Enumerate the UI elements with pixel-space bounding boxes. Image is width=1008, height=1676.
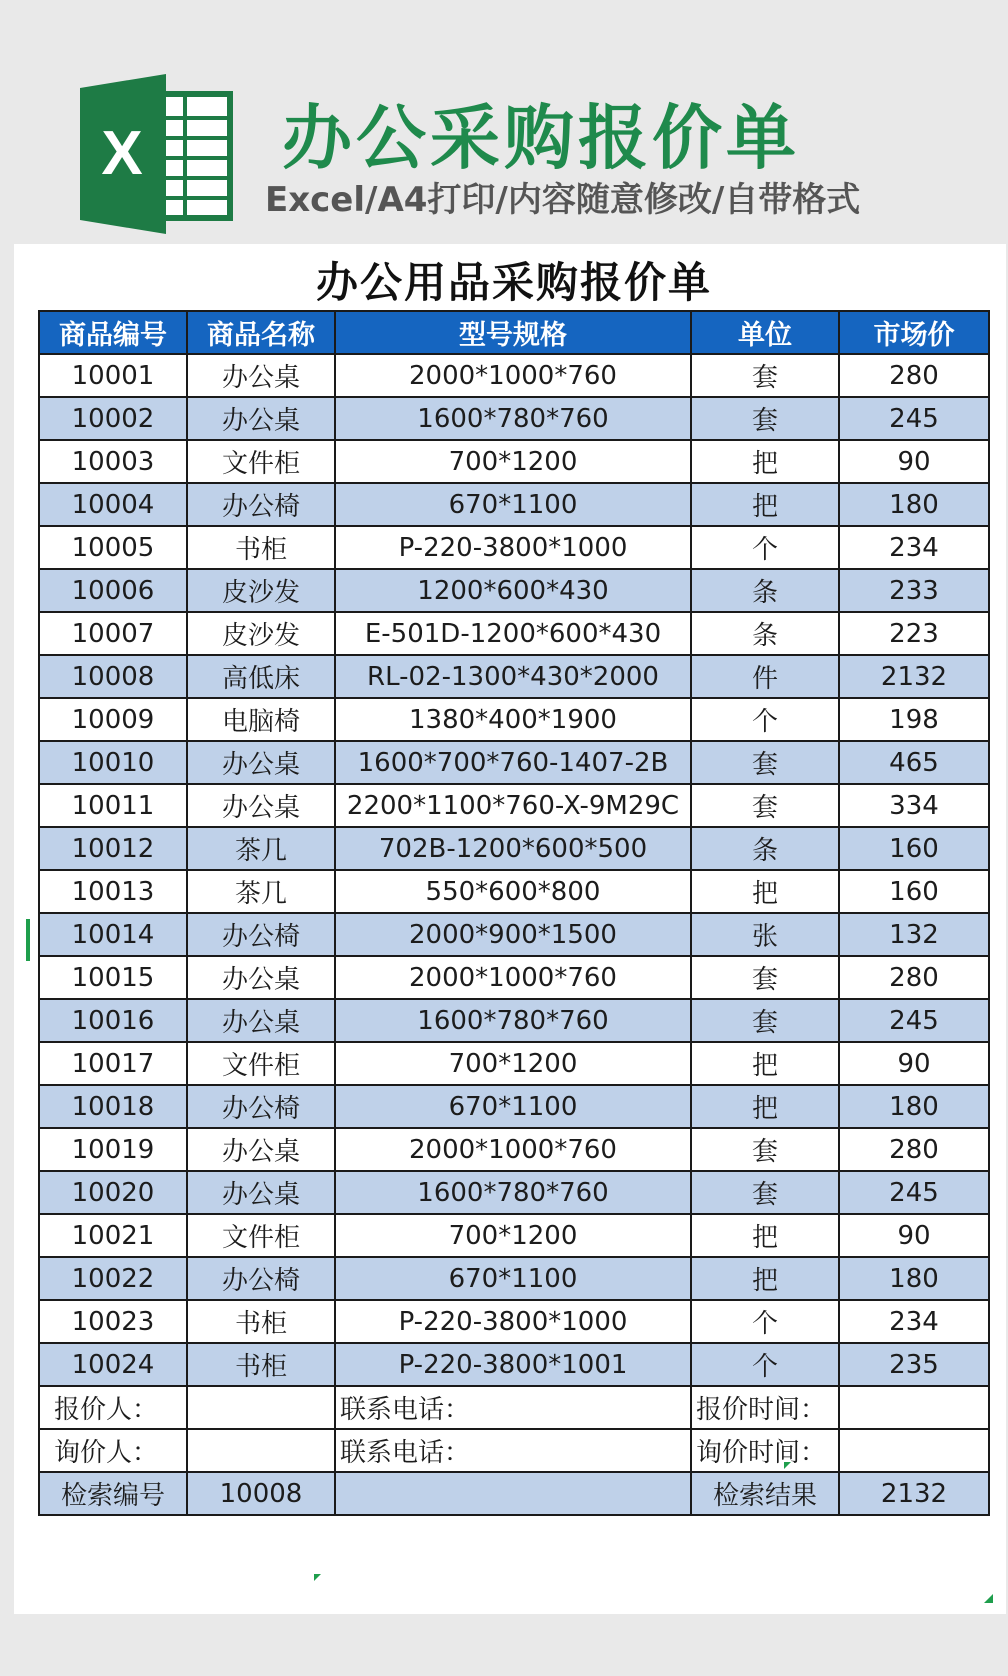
spec-cell[interactable]: RL-02-1300*430*2000 [335, 655, 691, 698]
product-id-cell[interactable]: 10015 [39, 956, 187, 999]
product-name-cell[interactable]: 皮沙发 [187, 569, 335, 612]
product-name-cell[interactable]: 办公桌 [187, 956, 335, 999]
price-cell[interactable]: 180 [839, 1085, 989, 1128]
product-name-cell[interactable]: 书柜 [187, 526, 335, 569]
table-row [39, 999, 989, 1042]
product-id-cell[interactable]: 10012 [39, 827, 187, 870]
product-name-cell[interactable]: 办公桌 [187, 784, 335, 827]
unit-cell[interactable]: 把 [691, 1214, 839, 1257]
price-cell[interactable]: 90 [839, 440, 989, 483]
table-row [39, 1214, 989, 1257]
price-cell[interactable]: 334 [839, 784, 989, 827]
price-cell[interactable]: 90 [839, 1042, 989, 1085]
spec-cell[interactable]: 1600*700*760-1407-2B [335, 741, 691, 784]
spec-cell[interactable]: 2000*1000*760 [335, 1128, 691, 1171]
excel-logo-letter: X [101, 119, 143, 188]
product-id-cell[interactable]: 10010 [39, 741, 187, 784]
price-cell[interactable]: 245 [839, 999, 989, 1042]
table-row [39, 483, 989, 526]
unit-cell[interactable]: 张 [691, 913, 839, 956]
product-name-cell[interactable]: 办公椅 [187, 483, 335, 526]
product-name-cell[interactable]: 办公桌 [187, 999, 335, 1042]
unit-cell[interactable]: 把 [691, 440, 839, 483]
product-id-cell[interactable]: 10004 [39, 483, 187, 526]
table-row [39, 1343, 989, 1386]
row-selection-marker [26, 919, 30, 961]
table-row [39, 827, 989, 870]
product-name-cell[interactable]: 书柜 [187, 1343, 335, 1386]
unit-cell[interactable]: 套 [691, 999, 839, 1042]
price-cell[interactable]: 280 [839, 1128, 989, 1171]
table-row [39, 870, 989, 913]
spec-cell[interactable]: 550*600*800 [335, 870, 691, 913]
spreadsheet-sheet [14, 244, 1006, 1614]
price-cell[interactable]: 245 [839, 1171, 989, 1214]
product-id-cell[interactable]: 10018 [39, 1085, 187, 1128]
table-body [39, 354, 989, 1386]
table-row [39, 1300, 989, 1343]
spec-cell[interactable]: 670*1100 [335, 1085, 691, 1128]
table-row [39, 612, 989, 655]
price-cell[interactable]: 132 [839, 913, 989, 956]
quoter-value-cell[interactable] [187, 1386, 335, 1429]
product-name-cell[interactable]: 电脑椅 [187, 698, 335, 741]
header-cell[interactable]: 型号规格 [335, 311, 691, 354]
unit-cell[interactable]: 个 [691, 1343, 839, 1386]
inquirer-phone-label[interactable]: 联系电话： [335, 1429, 691, 1472]
cell-corner-marker [784, 1462, 791, 1469]
unit-cell[interactable]: 套 [691, 397, 839, 440]
search-result-value[interactable]: 2132 [839, 1472, 989, 1515]
search-result-label[interactable]: 检索结果 [691, 1472, 839, 1515]
product-id-cell[interactable]: 10020 [39, 1171, 187, 1214]
header-cell[interactable]: 商品编号 [39, 311, 187, 354]
table-row [39, 440, 989, 483]
product-name-cell[interactable]: 文件柜 [187, 1042, 335, 1085]
unit-cell[interactable]: 把 [691, 1042, 839, 1085]
unit-cell[interactable]: 套 [691, 741, 839, 784]
search-blank-cell[interactable] [335, 1472, 691, 1515]
product-id-cell[interactable]: 10017 [39, 1042, 187, 1085]
spec-cell[interactable]: E-501D-1200*600*430 [335, 612, 691, 655]
price-cell[interactable]: 198 [839, 698, 989, 741]
sheet-corner-marker [984, 1594, 993, 1603]
price-cell[interactable]: 180 [839, 483, 989, 526]
table-row [39, 397, 989, 440]
spec-cell[interactable]: 1600*780*760 [335, 397, 691, 440]
excel-logo-icon [80, 74, 245, 234]
spec-cell[interactable]: 2200*1100*760-X-9M29C [335, 784, 691, 827]
price-cell[interactable]: 160 [839, 827, 989, 870]
product-id-cell[interactable]: 10005 [39, 526, 187, 569]
product-name-cell[interactable]: 文件柜 [187, 440, 335, 483]
table-row [39, 913, 989, 956]
spec-cell[interactable]: 1600*780*760 [335, 1171, 691, 1214]
unit-cell[interactable]: 条 [691, 569, 839, 612]
quote-time-label[interactable]: 报价时间： [691, 1386, 839, 1429]
product-name-cell[interactable]: 办公桌 [187, 397, 335, 440]
unit-cell[interactable]: 套 [691, 1128, 839, 1171]
product-name-cell[interactable]: 办公桌 [187, 1171, 335, 1214]
table-row [39, 655, 989, 698]
spec-cell[interactable]: P-220-3800*1000 [335, 1300, 691, 1343]
product-name-cell[interactable]: 办公椅 [187, 1257, 335, 1300]
price-cell[interactable]: 90 [839, 1214, 989, 1257]
product-id-cell[interactable]: 10007 [39, 612, 187, 655]
product-id-cell[interactable]: 10021 [39, 1214, 187, 1257]
product-name-cell[interactable]: 高低床 [187, 655, 335, 698]
header-cell[interactable]: 单位 [691, 311, 839, 354]
product-id-cell[interactable]: 10001 [39, 354, 187, 397]
product-name-cell[interactable]: 茶几 [187, 870, 335, 913]
product-id-cell[interactable]: 10019 [39, 1128, 187, 1171]
table-header-row [39, 311, 989, 354]
table-row [39, 698, 989, 741]
product-name-cell[interactable]: 办公椅 [187, 1085, 335, 1128]
quote-time-value-cell[interactable] [839, 1386, 989, 1429]
product-id-cell[interactable]: 10009 [39, 698, 187, 741]
spec-cell[interactable]: P-220-3800*1000 [335, 526, 691, 569]
table-row [39, 784, 989, 827]
unit-cell[interactable]: 把 [691, 1257, 839, 1300]
table-row [39, 1042, 989, 1085]
spec-cell[interactable]: 702B-1200*600*500 [335, 827, 691, 870]
search-row [39, 1472, 989, 1515]
header-cell[interactable]: 商品名称 [187, 311, 335, 354]
product-id-cell[interactable]: 10014 [39, 913, 187, 956]
product-id-cell[interactable]: 10022 [39, 1257, 187, 1300]
price-cell[interactable]: 245 [839, 397, 989, 440]
product-name-cell[interactable]: 办公椅 [187, 913, 335, 956]
inquirer-row [39, 1429, 989, 1472]
banner-title: 办公采购报价单 [282, 97, 800, 179]
product-id-cell[interactable]: 10013 [39, 870, 187, 913]
price-cell[interactable]: 234 [839, 1300, 989, 1343]
price-cell[interactable]: 223 [839, 612, 989, 655]
table-footer [39, 1386, 989, 1515]
quote-table [38, 310, 990, 1516]
unit-cell[interactable]: 把 [691, 870, 839, 913]
table-row [39, 1171, 989, 1214]
spec-cell[interactable]: 1380*400*1900 [335, 698, 691, 741]
table-row [39, 354, 989, 397]
inquirer-value-cell[interactable] [187, 1429, 335, 1472]
spec-cell[interactable]: 700*1200 [335, 1042, 691, 1085]
product-name-cell[interactable]: 文件柜 [187, 1214, 335, 1257]
promo-banner [0, 0, 1008, 240]
product-name-cell[interactable]: 办公桌 [187, 354, 335, 397]
price-cell[interactable]: 465 [839, 741, 989, 784]
spec-cell[interactable]: 1200*600*430 [335, 569, 691, 612]
spec-cell[interactable]: 700*1200 [335, 440, 691, 483]
product-name-cell[interactable]: 茶几 [187, 827, 335, 870]
table-row [39, 1257, 989, 1300]
product-name-cell[interactable]: 办公桌 [187, 1128, 335, 1171]
price-cell[interactable]: 180 [839, 1257, 989, 1300]
unit-cell[interactable]: 套 [691, 784, 839, 827]
unit-cell[interactable]: 套 [691, 354, 839, 397]
table-row [39, 526, 989, 569]
price-cell[interactable]: 234 [839, 526, 989, 569]
product-id-cell[interactable]: 10011 [39, 784, 187, 827]
search-id-input[interactable]: 10008 [187, 1472, 335, 1515]
price-cell[interactable]: 2132 [839, 655, 989, 698]
unit-cell[interactable]: 条 [691, 612, 839, 655]
price-cell[interactable]: 233 [839, 569, 989, 612]
table-row [39, 741, 989, 784]
quoter-row [39, 1386, 989, 1429]
spec-cell[interactable]: 1600*780*760 [335, 999, 691, 1042]
price-cell[interactable]: 280 [839, 956, 989, 999]
price-cell[interactable]: 235 [839, 1343, 989, 1386]
spec-cell[interactable]: P-220-3800*1001 [335, 1343, 691, 1386]
banner-subtitle: Excel/A4打印/内容随意修改/自带格式 [265, 180, 861, 220]
product-id-cell[interactable]: 10002 [39, 397, 187, 440]
product-name-cell[interactable]: 办公桌 [187, 741, 335, 784]
unit-cell[interactable]: 套 [691, 1171, 839, 1214]
search-id-label[interactable]: 检索编号 [39, 1472, 187, 1515]
unit-cell[interactable]: 件 [691, 655, 839, 698]
inquirer-label[interactable]: 询价人： [39, 1429, 187, 1472]
cell-corner-marker [314, 1574, 321, 1581]
product-name-cell[interactable]: 书柜 [187, 1300, 335, 1343]
unit-cell[interactable]: 把 [691, 483, 839, 526]
spec-cell[interactable]: 670*1100 [335, 483, 691, 526]
unit-cell[interactable]: 条 [691, 827, 839, 870]
unit-cell[interactable]: 个 [691, 526, 839, 569]
inquiry-time-value-cell[interactable] [839, 1429, 989, 1472]
spec-cell[interactable]: 2000*1000*760 [335, 354, 691, 397]
product-id-cell[interactable]: 10023 [39, 1300, 187, 1343]
unit-cell[interactable]: 套 [691, 956, 839, 999]
price-cell[interactable]: 160 [839, 870, 989, 913]
sheet-title: 办公用品采购报价单 [315, 258, 712, 307]
spec-cell[interactable]: 2000*1000*760 [335, 956, 691, 999]
quoter-phone-label[interactable]: 联系电话： [335, 1386, 691, 1429]
inquiry-time-label[interactable]: 询价时间： [691, 1429, 839, 1472]
product-id-cell[interactable]: 10008 [39, 655, 187, 698]
spec-cell[interactable]: 670*1100 [335, 1257, 691, 1300]
price-cell[interactable]: 280 [839, 354, 989, 397]
product-id-cell[interactable]: 10003 [39, 440, 187, 483]
unit-cell[interactable]: 把 [691, 1085, 839, 1128]
table-row [39, 1085, 989, 1128]
product-id-cell[interactable]: 10024 [39, 1343, 187, 1386]
table-row [39, 569, 989, 612]
spec-cell[interactable]: 2000*900*1500 [335, 913, 691, 956]
spec-cell[interactable]: 700*1200 [335, 1214, 691, 1257]
table-row [39, 1128, 989, 1171]
product-name-cell[interactable]: 皮沙发 [187, 612, 335, 655]
table-row [39, 956, 989, 999]
product-id-cell[interactable]: 10006 [39, 569, 187, 612]
unit-cell[interactable]: 个 [691, 1300, 839, 1343]
unit-cell[interactable]: 个 [691, 698, 839, 741]
header-cell[interactable]: 市场价 [839, 311, 989, 354]
product-id-cell[interactable]: 10016 [39, 999, 187, 1042]
quoter-label[interactable]: 报价人： [39, 1386, 187, 1429]
